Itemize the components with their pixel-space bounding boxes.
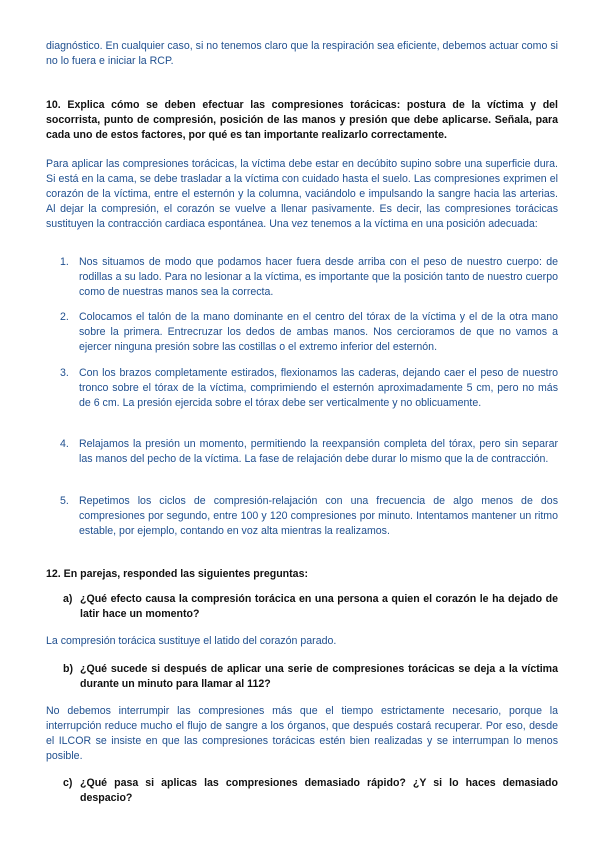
step-text: Relajamos la presión un momento, permitiendo la reexpansión completa del tórax, pero sin separar las manos del pecho de la víctima. La fase de relajación debe durar lo mismo que la de contracción.: [79, 438, 558, 465]
subquestion-text: ¿Qué sucede si después de aplicar una serie de compresiones torácicas se deja a la víctima durante un minuto para llamar al 112?: [80, 663, 558, 690]
subquestion-letter: a): [63, 593, 73, 605]
step-number: 3.: [60, 367, 69, 379]
answer-12a: La compresión torácica sustituye el latido del corazón parado.: [46, 635, 337, 647]
subquestion-letter: b): [63, 663, 73, 675]
intro-answer: diagnóstico. En cualquier caso, si no tenemos claro que la respiración sea eficiente, debemos actuar como si no lo fuera e iniciar la RCP.: [46, 40, 558, 67]
step-text: Colocamos el talón de la mano dominante en el centro del tórax de la víctima y el de la otra mano sobre la primera. Entrecruzar los dedos de ambas manos. Nos cercioramos de que no vamos a ejercer ninguna presión sobre las costillas o el extremo inferior del esternón.: [79, 311, 558, 353]
question-12: 12. En parejas, responded las siguientes preguntas:: [46, 568, 308, 580]
question-10: 10. Explica cómo se deben efectuar las compresiones torácicas: postura de la víctima y del socorrista, punto de compresión, posición de las manos y presión que debe aplicarse. Señala, para cada uno de estos factores, por qué es tan importante realizarlo correctamente.: [46, 99, 558, 141]
answer-10-intro: Para aplicar las compresiones torácicas, la víctima debe estar en decúbito supino sobre una superficie dura. Si está en la cama, se debe trasladar a la víctima con cuidado hasta el suelo. Las compresiones exprimen el corazón de la víctima, entre el esternón y la columna, vaciándolo e impulsando la sangre hacia las arterias. Al dejar la compresión, el corazón se vuelve a llenar pasivamente. Es decir, las compresiones torácicas sustituyen la contracción cardiaca espontánea. Una vez tenemos a la víctima en una posición adecuada:: [46, 158, 558, 230]
step-number: 1.: [60, 256, 69, 268]
step-text: Repetimos los ciclos de compresión-relajación con una frecuencia de algo menos de dos compresiones por segundo, entre 100 y 120 compresiones por minuto. Intentamos mantener un ritmo estable, por ejemplo, contando en voz alta mientras la realizamos.: [79, 495, 558, 537]
step-number: 2.: [60, 311, 69, 323]
subquestion-text: ¿Qué pasa si aplicas las compresiones demasiado rápido? ¿Y si lo haces demasiado despacio?: [80, 777, 558, 804]
step-text: Con los brazos completamente estirados, flexionamos las caderas, dejando caer el peso de nuestro tronco sobre el tórax de la víctima, comprimiendo el esternón aproximadamente 5 cm, pero no más de 6 cm. La presión ejercida sobre el tórax debe ser verticalmente y no oblicuamente.: [79, 367, 558, 409]
step-number: 4.: [60, 438, 69, 450]
subquestion-text: ¿Qué efecto causa la compresión torácica en una persona a quien el corazón le ha dejado de latir hace un momento?: [80, 593, 558, 620]
step-text: Nos situamos de modo que podamos hacer fuera desde arriba con el peso de nuestro cuerpo: de rodillas a su lado. Para no lesionar a la víctima, es importante que la posición tanto de nuestro cuerpo como de nuestras manos sea la correcta.: [79, 256, 558, 298]
answer-12b: No debemos interrumpir las compresiones más que el tiempo estrictamente necesario, porque la interrupción reduce mucho el flujo de sangre a los órganos, que después costará recuperar. Por eso, desde el ILCOR se insiste en que las compresiones torácicas estén bien realizadas y se interrumpan lo menos posible.: [46, 705, 558, 762]
step-number: 5.: [60, 495, 69, 507]
subquestion-letter: c): [63, 777, 73, 789]
